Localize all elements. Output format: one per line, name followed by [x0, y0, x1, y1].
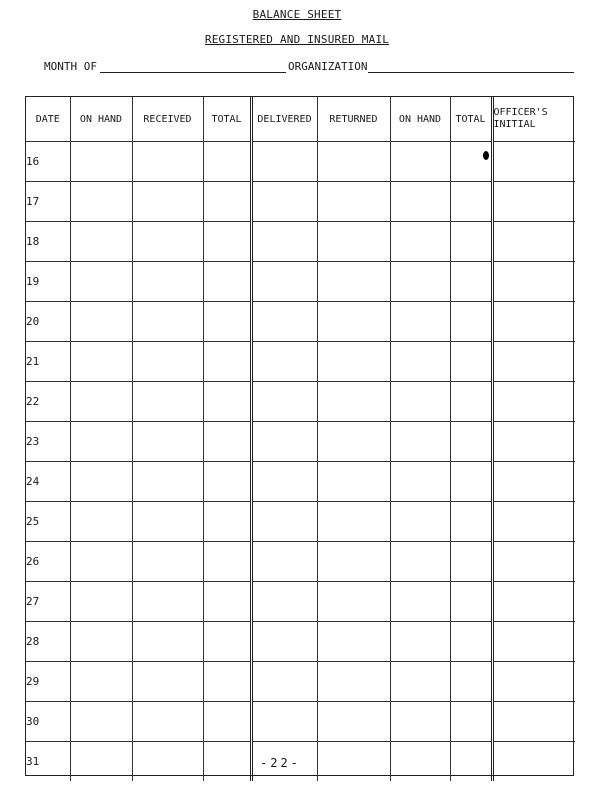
entry-cell[interactable] [251, 342, 317, 382]
entry-cell[interactable] [70, 742, 132, 782]
table-row [26, 302, 575, 342]
entry-cell[interactable] [450, 342, 492, 382]
date-cell: 31 [26, 742, 70, 782]
entry-cell[interactable] [251, 542, 317, 582]
table-row [26, 622, 575, 662]
entry-cell[interactable] [251, 222, 317, 262]
date-cell: 23 [26, 422, 70, 462]
table-row [26, 382, 575, 422]
table-row [26, 222, 575, 262]
entry-cell[interactable] [492, 182, 575, 222]
entry-cell[interactable] [450, 302, 492, 342]
entry-cell[interactable] [450, 702, 492, 742]
entry-cell[interactable] [203, 582, 251, 622]
column-header: TOTAL [203, 97, 251, 142]
entry-cell[interactable] [390, 222, 450, 262]
organization-label: ORGANIZATION [288, 60, 368, 73]
entry-cell[interactable] [317, 262, 390, 302]
balance-sheet-title: BALANCE SHEET [252, 8, 342, 21]
entry-cell[interactable] [70, 662, 132, 702]
entry-cell[interactable] [390, 542, 450, 582]
entry-cell[interactable] [390, 662, 450, 702]
entry-cell[interactable] [203, 382, 251, 422]
entry-cell[interactable] [132, 182, 203, 222]
entry-cell[interactable] [450, 222, 492, 262]
entry-cell[interactable] [251, 462, 317, 502]
table-row [26, 462, 575, 502]
entry-cell[interactable] [390, 742, 450, 782]
entry-cell[interactable] [70, 182, 132, 222]
entry-cell[interactable] [390, 262, 450, 302]
entry-cell[interactable] [317, 702, 390, 742]
balance-table-frame [25, 96, 574, 776]
entry-cell[interactable] [132, 662, 203, 702]
entry-cell[interactable] [492, 302, 575, 342]
entry-cell[interactable] [390, 702, 450, 742]
ink-dot [483, 151, 489, 160]
entry-cell[interactable] [251, 662, 317, 702]
table-row [26, 342, 575, 382]
table-row [26, 582, 575, 622]
table-body [26, 142, 575, 782]
entry-cell[interactable] [390, 422, 450, 462]
entry-cell[interactable] [70, 342, 132, 382]
table-row [26, 662, 575, 702]
date-cell: 18 [26, 222, 70, 262]
entry-cell[interactable] [203, 142, 251, 182]
entry-cell[interactable] [132, 382, 203, 422]
entry-cell[interactable] [132, 582, 203, 622]
entry-cell[interactable] [390, 182, 450, 222]
entry-cell[interactable] [492, 422, 575, 462]
entry-cell[interactable] [132, 222, 203, 262]
entry-cell[interactable] [450, 622, 492, 662]
date-cell: 30 [26, 702, 70, 742]
column-header: ON HAND [390, 97, 450, 142]
entry-cell[interactable] [317, 302, 390, 342]
column-header: ON HAND [70, 97, 132, 142]
entry-cell[interactable] [70, 462, 132, 502]
entry-cell[interactable] [390, 622, 450, 662]
column-header: DATE [26, 97, 70, 142]
balance-sheet-subtitle: REGISTERED AND INSURED MAIL [204, 33, 390, 46]
entry-cell[interactable] [70, 582, 132, 622]
entry-cell[interactable] [317, 582, 390, 622]
entry-cell[interactable] [492, 542, 575, 582]
entry-cell[interactable] [132, 262, 203, 302]
entry-cell[interactable] [450, 462, 492, 502]
entry-cell[interactable] [251, 182, 317, 222]
entry-cell[interactable] [203, 742, 251, 782]
entry-cell[interactable] [203, 702, 251, 742]
entry-cell[interactable] [317, 462, 390, 502]
entry-cell[interactable] [317, 502, 390, 542]
column-header: OFFICER'S INITIAL [492, 97, 575, 142]
balance-table [26, 97, 575, 781]
entry-cell[interactable] [390, 582, 450, 622]
entry-cell[interactable] [70, 262, 132, 302]
entry-cell[interactable] [492, 262, 575, 302]
date-cell: 21 [26, 342, 70, 382]
entry-cell[interactable] [132, 622, 203, 662]
date-cell: 29 [26, 662, 70, 702]
entry-cell[interactable] [251, 382, 317, 422]
entry-cell[interactable] [390, 142, 450, 182]
entry-cell[interactable] [132, 502, 203, 542]
entry-cell[interactable] [317, 222, 390, 262]
entry-cell[interactable] [132, 542, 203, 582]
date-cell: 25 [26, 502, 70, 542]
entry-cell[interactable] [390, 382, 450, 422]
entry-cell[interactable] [492, 142, 575, 182]
entry-cell[interactable] [317, 182, 390, 222]
date-cell: 24 [26, 462, 70, 502]
entry-cell[interactable] [203, 182, 251, 222]
entry-cell[interactable] [390, 462, 450, 502]
month-of-field[interactable] [100, 72, 286, 73]
entry-cell[interactable] [390, 502, 450, 542]
entry-cell[interactable] [450, 142, 492, 182]
header-fields [44, 60, 574, 76]
entry-cell[interactable] [203, 502, 251, 542]
entry-cell[interactable] [251, 502, 317, 542]
table-row [26, 502, 575, 542]
table-row [26, 422, 575, 462]
entry-cell[interactable] [450, 182, 492, 222]
entry-cell[interactable] [450, 382, 492, 422]
entry-cell[interactable] [450, 422, 492, 462]
entry-cell[interactable] [203, 542, 251, 582]
entry-cell[interactable] [492, 502, 575, 542]
entry-cell[interactable] [317, 662, 390, 702]
table-row [26, 542, 575, 582]
date-cell: 28 [26, 622, 70, 662]
entry-cell[interactable] [317, 422, 390, 462]
entry-cell[interactable] [203, 622, 251, 662]
entry-cell[interactable] [203, 422, 251, 462]
entry-cell[interactable] [317, 742, 390, 782]
column-header: DELIVERED [251, 97, 317, 142]
entry-cell[interactable] [492, 702, 575, 742]
entry-cell[interactable] [492, 462, 575, 502]
date-cell: 27 [26, 582, 70, 622]
table-header-row [26, 97, 575, 142]
entry-cell[interactable] [450, 742, 492, 782]
entry-cell[interactable] [450, 502, 492, 542]
date-cell: 16 [26, 142, 70, 182]
entry-cell[interactable] [70, 502, 132, 542]
entry-cell[interactable] [317, 342, 390, 382]
entry-cell[interactable] [317, 382, 390, 422]
entry-cell[interactable] [450, 662, 492, 702]
page-number: -22- [260, 756, 301, 770]
entry-cell[interactable] [70, 222, 132, 262]
organization-field[interactable] [368, 72, 574, 73]
entry-cell[interactable] [70, 382, 132, 422]
entry-cell[interactable] [390, 302, 450, 342]
month-of-label: MONTH OF [44, 60, 97, 73]
entry-cell[interactable] [251, 262, 317, 302]
entry-cell[interactable] [203, 462, 251, 502]
entry-cell[interactable] [251, 142, 317, 182]
entry-cell[interactable] [492, 742, 575, 782]
entry-cell[interactable] [450, 262, 492, 302]
table-row [26, 182, 575, 222]
entry-cell[interactable] [132, 142, 203, 182]
entry-cell[interactable] [203, 222, 251, 262]
entry-cell[interactable] [203, 262, 251, 302]
date-cell: 26 [26, 542, 70, 582]
entry-cell[interactable] [450, 542, 492, 582]
entry-cell[interactable] [492, 582, 575, 622]
entry-cell[interactable] [251, 422, 317, 462]
entry-cell[interactable] [203, 302, 251, 342]
entry-cell[interactable] [317, 542, 390, 582]
entry-cell[interactable] [70, 302, 132, 342]
entry-cell[interactable] [492, 222, 575, 262]
entry-cell[interactable] [492, 382, 575, 422]
entry-cell[interactable] [492, 342, 575, 382]
date-cell: 22 [26, 382, 70, 422]
table-row [26, 142, 575, 182]
entry-cell[interactable] [132, 342, 203, 382]
column-header: RECEIVED [132, 97, 203, 142]
entry-cell[interactable] [70, 142, 132, 182]
entry-cell[interactable] [390, 342, 450, 382]
entry-cell[interactable] [317, 622, 390, 662]
entry-cell[interactable] [70, 622, 132, 662]
entry-cell[interactable] [203, 662, 251, 702]
date-cell: 17 [26, 182, 70, 222]
entry-cell[interactable] [492, 662, 575, 702]
entry-cell[interactable] [132, 742, 203, 782]
entry-cell[interactable] [70, 422, 132, 462]
table-row [26, 262, 575, 302]
entry-cell[interactable] [251, 302, 317, 342]
entry-cell[interactable] [132, 302, 203, 342]
entry-cell[interactable] [251, 702, 317, 742]
entry-cell[interactable] [132, 702, 203, 742]
column-header: TOTAL [450, 97, 492, 142]
column-header: RETURNED [317, 97, 390, 142]
entry-cell[interactable] [251, 622, 317, 662]
entry-cell[interactable] [70, 542, 132, 582]
entry-cell[interactable] [70, 702, 132, 742]
table-row [26, 702, 575, 742]
entry-cell[interactable] [251, 582, 317, 622]
date-cell: 19 [26, 262, 70, 302]
entry-cell[interactable] [492, 622, 575, 662]
entry-cell[interactable] [317, 142, 390, 182]
date-cell: 20 [26, 302, 70, 342]
entry-cell[interactable] [450, 582, 492, 622]
entry-cell[interactable] [132, 462, 203, 502]
entry-cell[interactable] [132, 422, 203, 462]
entry-cell[interactable] [203, 342, 251, 382]
